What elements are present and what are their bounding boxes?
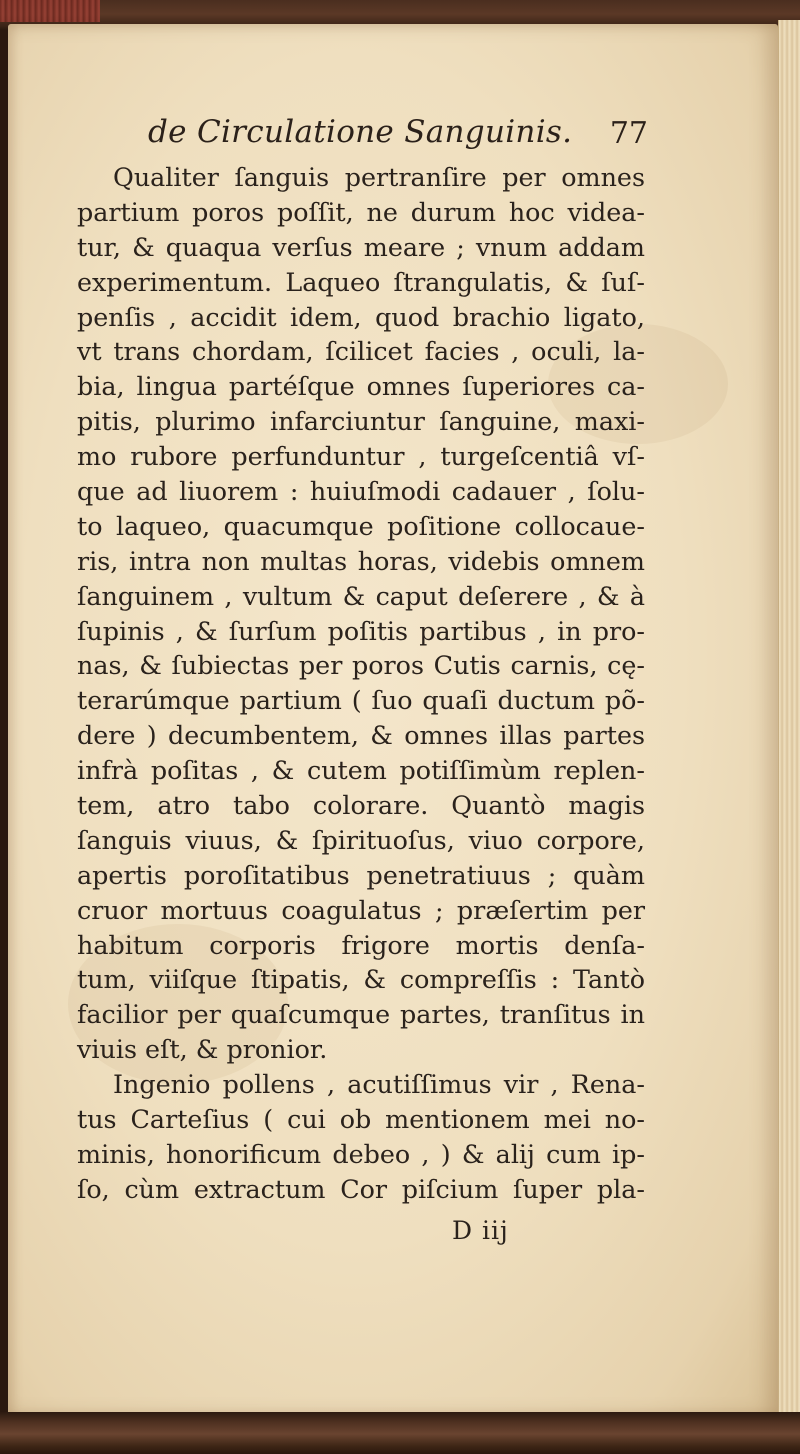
text-line: ſo, cùm extractum Cor piſcium ſuper pla- <box>77 1173 645 1204</box>
text-line: pitis, plurimo infarciuntur ſanguine, maxi- <box>77 406 645 437</box>
text-line: penſis , accidit idem, quod brachio ligato, <box>77 301 645 332</box>
text-line: terarúmque partium ( ſuo quaſi ductum põ- <box>77 685 645 716</box>
text-line: facilior per quaſcumque partes, tranſitus in <box>77 999 645 1030</box>
text-line: nas, & ſubiectas per poros Cutis carnis, cę- <box>77 650 645 681</box>
text-line: Qualiter ſanguis pertranſire per omnes <box>113 162 645 192</box>
text-line: tum, viiſque ſtipatis, & compreſſis : Tantò <box>77 964 645 995</box>
text-line: infrà poſitas , & cutem potiſſimùm replen- <box>77 755 645 786</box>
text-line: experimentum. Laqueo ſtrangulatis, & ſuſ- <box>77 266 645 297</box>
text-line: ris, intra non multas horas, videbis omnem <box>77 545 645 576</box>
text-line: cruor mortuus coagulatus ; præſertim per <box>77 894 645 925</box>
text-line: to laqueo, quacumque poſitione collocaue- <box>77 510 645 541</box>
spine-edge <box>0 0 100 22</box>
text-line: minis, honorificum debeo , ) & alij cum ip- <box>77 1138 645 1169</box>
text-line: que ad liuorem : huiuſmodi cadauer , ſolu- <box>77 476 645 507</box>
text-line: Ingenio pollens , acutiſſimus vir , Rena- <box>113 1069 645 1100</box>
body-text <box>77 160 645 1207</box>
text-line: tem, atro tabo colorare. Quantò magis <box>77 790 645 821</box>
text-line: bia, lingua partéſque omnes ſuperiores ca- <box>77 371 645 402</box>
cover-board <box>0 1412 800 1454</box>
text-line: dere ) decumbentem, & omnes illas partes <box>77 720 645 751</box>
page-edges <box>778 20 800 1420</box>
text-line: habitum corporis frigore mortis denſa- <box>77 929 645 960</box>
page-header <box>148 114 658 154</box>
text-line: ſanguis viuus, & ſpirituoſus, viuo corpore, <box>77 824 645 855</box>
text-line: tur, & quaqua verſus meare ; vnum addam <box>77 231 645 262</box>
text-line: ſanguinem , vultum & caput deſerere , & à <box>77 580 645 611</box>
text-line: ſupinis , & ſurſum poſitis partibus , in pro- <box>77 615 645 646</box>
text-line: tus Carteſius ( cui ob mentionem mei no- <box>77 1104 645 1135</box>
running-head: de Circulatione Sanguinis. <box>148 114 573 150</box>
text-line: partium poros poſſit, ne durum hoc videa- <box>77 196 645 227</box>
text-line: vt trans chordam, ſcilicet facies , oculi, la- <box>77 336 645 367</box>
text-line: apertis poroſitatibus penetratiuus ; quàm <box>77 859 645 890</box>
signature-mark: D iij <box>452 1216 509 1245</box>
text-line: mo rubore perfunduntur , turgeſcentiâ vſ- <box>77 441 645 472</box>
page-number: 77 <box>609 116 648 151</box>
text-line: viuis eſt, & pronior. <box>77 1034 328 1065</box>
